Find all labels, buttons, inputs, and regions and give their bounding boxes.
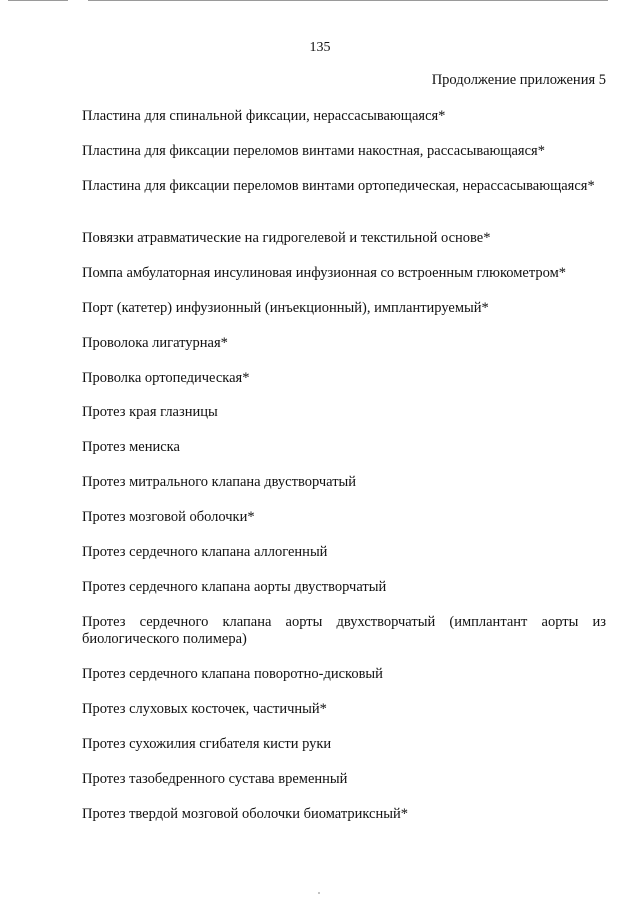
list-item: Пластина для фиксации переломов винтами ортопедическая, нерассасывающаяся* [82, 178, 595, 194]
list-item: Протез слуховых косточек, частичный* [82, 701, 327, 717]
top-scan-rule-right [88, 0, 608, 1]
list-item: Протез митрального клапана двустворчатый [82, 474, 357, 490]
list-item: Повязки атравматические на гидрогелевой и текстильной основе* [82, 230, 491, 246]
list-item: Протез твердой мозговой оболочки биоматриксный* [82, 806, 408, 822]
list-item: Протез тазобедренного сустава временный [82, 771, 348, 787]
list-item: Помпа амбулаторная инсулиновая инфузионная со встроенным глюкометром* [82, 265, 567, 281]
scan-speck [318, 892, 320, 894]
list-item: Протез мениска [82, 439, 180, 455]
list-item: Протез сухожилия сгибателя кисти руки [82, 736, 332, 752]
list-item: Проволока лигатурная* [82, 335, 228, 351]
list-item: Порт (катетер) инфузионный (инъекционный), имплантируемый* [82, 300, 489, 316]
top-scan-rule-left [8, 0, 68, 1]
list-item: Пластина для фиксации переломов винтами накостная, рассасывающаяся* [82, 143, 545, 159]
list-item: Протез мозговой оболочки* [82, 509, 255, 525]
list-item: Проволка ортопедическая* [82, 370, 250, 386]
page-number: 135 [309, 40, 331, 55]
appendix-continuation-label: Продолжение приложения 5 [431, 72, 606, 88]
list-item: Протез сердечного клапана аорты двустворчатый [82, 579, 387, 595]
list-item: Пластина для спинальной фиксации, нерассасывающаяся* [82, 108, 446, 124]
list-item: Протез сердечного клапана поворотно-дисковый [82, 666, 383, 682]
list-item: Протез сердечного клапана аллогенный [82, 544, 328, 560]
list-item: Протез края глазницы [82, 404, 218, 420]
list-item: Протез сердечного клапана аорты двухстворчатый (имплантант аорты из биологического полимера) [82, 614, 606, 647]
